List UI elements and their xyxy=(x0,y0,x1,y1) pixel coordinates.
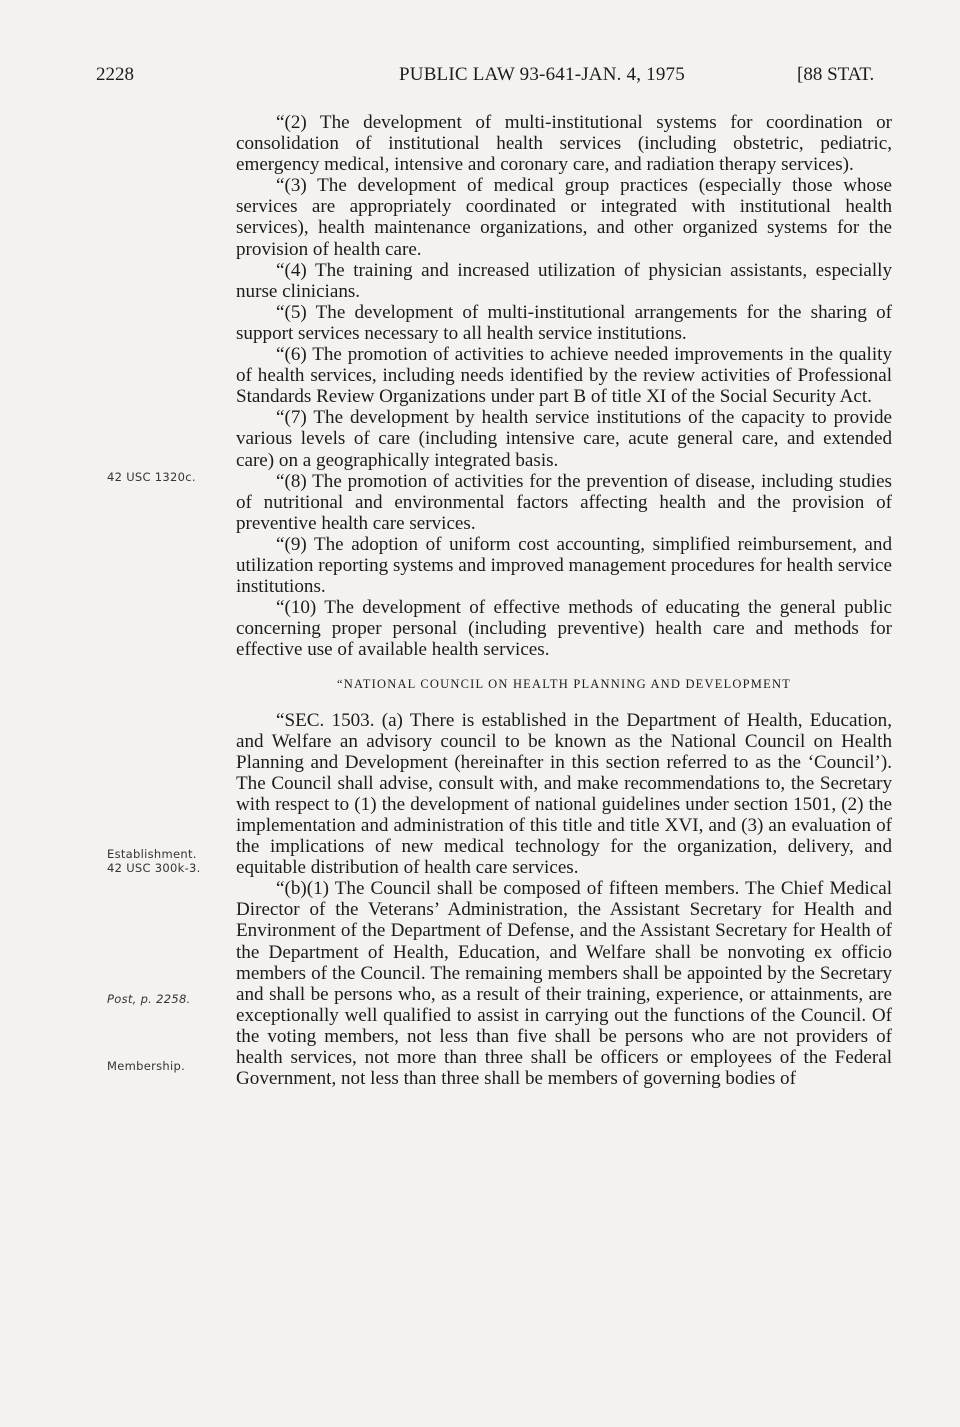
paragraph-7: “(7) The development by health service institutions of the capacity to provide various levels of care (including intensive care, acute general care, and extended care) on a geographically integrated basis. xyxy=(236,407,892,471)
section-heading: “NATIONAL COUNCIL ON HEALTH PLANNING AND DEVELOPMENT xyxy=(336,677,792,692)
paragraph-8: “(8) The promotion of activities for the prevention of disease, including studies of nutritional and environmental factors affecting health and the provision of preventive health care services. xyxy=(236,470,892,534)
page-number: 2228 xyxy=(96,64,134,85)
statute-reference: [88 STAT. xyxy=(797,64,875,85)
margin-note-establishment: Establishment. xyxy=(107,847,197,861)
paragraph-2: “(2) The development of multi-institutional systems for coordination or consolidation of institutional health services (including obstetric, pediatric, emergency medical, intensive and coronary care, and radiation therapy services). xyxy=(236,112,892,176)
paragraph-5: “(5) The development of multi-institutional arrangements for the sharing of support services necessary to all health service institutions. xyxy=(236,301,892,344)
paragraph-9: “(9) The adoption of uniform cost accounting, simplified reimbursement, and utilization reporting systems and improved management procedures for health service institutions. xyxy=(236,533,892,598)
margin-note-post: Post, p. 2258. xyxy=(107,992,191,1006)
paragraph-6: “(6) The promotion of activities to achieve needed improvements in the quality of health services, including needs identified by the review activities of Professional Standards Review Organizations under part B of title XI of the Social Security Act. xyxy=(236,344,892,408)
paragraph-3: “(3) The development of medical group practices (especially those whose services are appropriately coordinated or integrated with institutional health services), health maintenance organizations, and other organized systems for the provision of health care. xyxy=(236,175,892,260)
paragraph-4: “(4) The training and increased utilization of physician assistants, especially nurse clinicians. xyxy=(236,259,892,302)
section-1503-b: “(b)(1) The Council shall be composed of fifteen members. The Chief Medical Director of the Veterans’ Administration, the Assistant Secretary for Health and Environment of the Department of Defense, and the Assistant Secretary for Health of the Department of Health, Education, and Welfare shall be nonvoting ex officio members of the Council. The remaining members shall be appointed by the Secretary and shall be persons who, as a result of their training, experience, or attainments, are exceptionally well qualified to assist in carrying out the functions of the Council. Of the voting members, not less than five shall be persons who are not providers of health services, not more than three shall be officers or employees of the Federal Government, not less than three shall be members of governing bodies of xyxy=(236,878,892,1090)
margin-note-usc-300k3: 42 USC 300k-3. xyxy=(107,861,201,875)
margin-note-usc-1320c: 42 USC 1320c. xyxy=(107,470,196,484)
running-title: PUBLIC LAW 93-641-JAN. 4, 1975 xyxy=(399,64,685,85)
section-1503-a: “SEC. 1503. (a) There is established in the Department of Health, Education, and Welfare an advisory council to be known as the National Council on Health Planning and Development (hereinafter in this section referred to as the ‘Council’). The Council shall advise, consult with, and make recommendations to, the Secretary with respect to (1) the development of national guidelines under section 1501, (2) the implementation and administration of this title and title XVI, and (3) an evaluation of the implications of new medical technology for the organization, delivery, and equitable distribution of health care services. xyxy=(236,709,892,879)
page-header xyxy=(0,64,960,94)
margin-note-membership: Membership. xyxy=(107,1059,186,1073)
paragraph-10: “(10) The development of effective methods of educating the general public concerning proper personal (including preventive) health care and methods for effective use of available health services. xyxy=(236,597,892,661)
body-text xyxy=(236,112,892,1089)
